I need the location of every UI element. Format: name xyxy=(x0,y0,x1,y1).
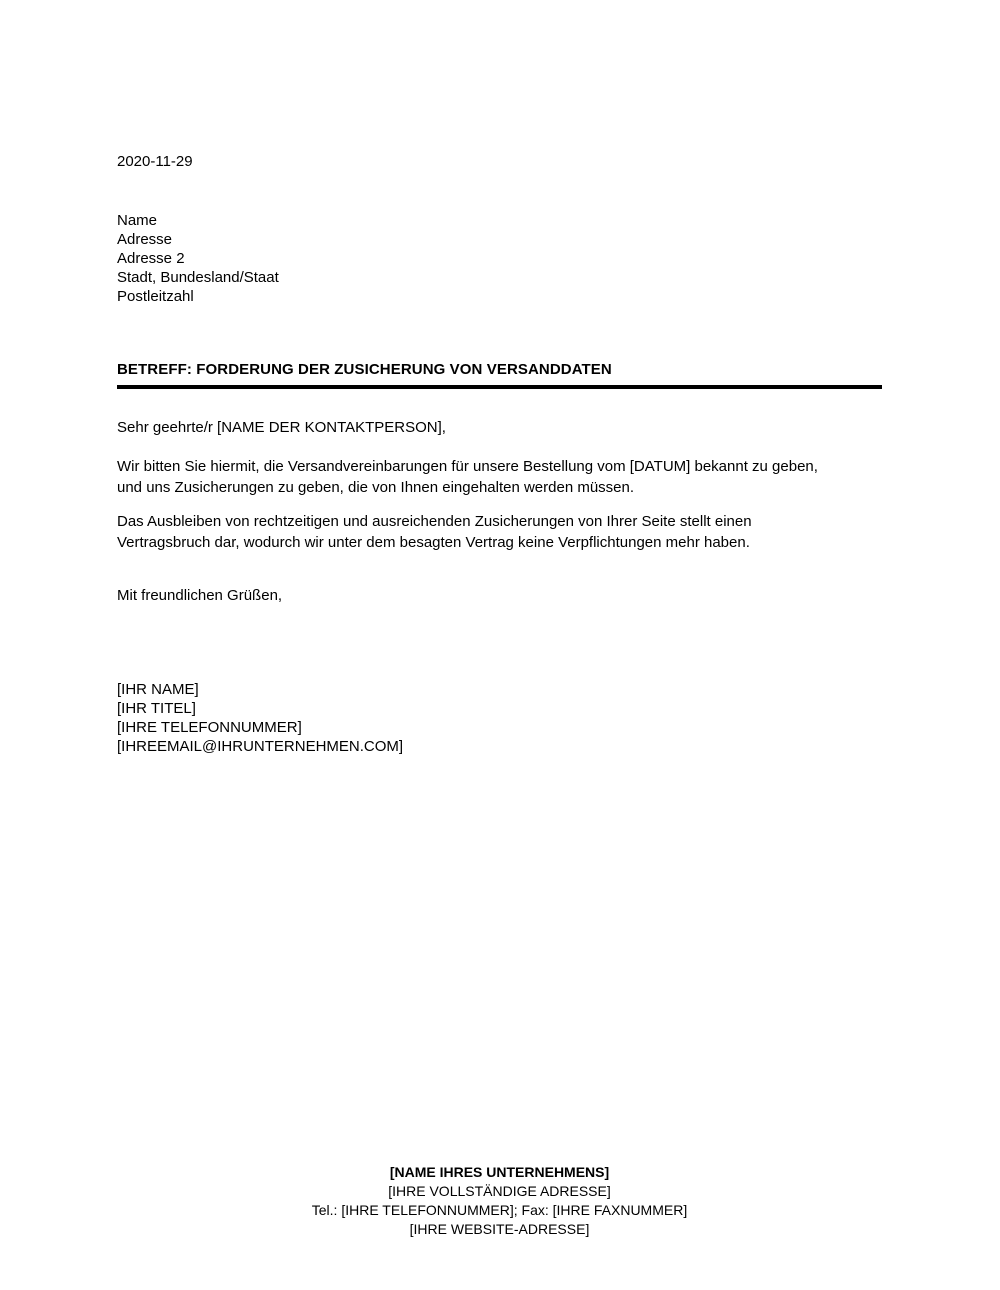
closing-line: Mit freundlichen Grüßen, xyxy=(117,587,283,604)
footer-company-name: [NAME IHRES UNTERNEHMENS] xyxy=(389,1164,610,1180)
signature-title: [IHR TITEL] xyxy=(117,700,196,717)
subject-block xyxy=(117,360,882,389)
recipient-line-postal-code: Postleitzahl xyxy=(117,288,194,305)
page-footer xyxy=(117,1163,882,1239)
salutation-line: Sehr geehrte/r [NAME DER KONTAKTPERSON], xyxy=(117,419,446,436)
recipient-line-city-state: Stadt, Bundesland/Staat xyxy=(117,269,279,286)
signature-block xyxy=(117,680,403,756)
recipient-line-address1: Adresse xyxy=(117,231,173,248)
signature-name: [IHR NAME] xyxy=(117,681,199,698)
signature-email: [IHREEMAIL@IHRUNTERNEHMEN.COM] xyxy=(117,738,404,755)
body-paragraph-2: Das Ausbleiben von rechtzeitigen und ausreichenden Zusicherungen von Ihrer Seite stellt einen Vertragsbruch dar, wodurch wir unter dem besagten Vertrag keine Verpflichtungen mehr haben. xyxy=(117,513,752,551)
footer-contact: Tel.: [IHRE TELEFONNUMMER]; Fax: [IHRE FAXNUMMER] xyxy=(311,1202,688,1218)
subject-heading: BETREFF: FORDERUNG DER ZUSICHERUNG VON VERSANDDATEN xyxy=(117,361,612,378)
subject-divider-rule xyxy=(117,385,882,389)
recipient-address-block xyxy=(117,211,279,306)
body-paragraph-1: Wir bitten Sie hiermit, die Versandvereinbarungen für unsere Bestellung vom [DATUM] bekannt zu geben, und uns Zusicherungen zu geben, die von Ihnen eingehalten werden müssen. xyxy=(117,458,818,496)
signature-phone: [IHRE TELEFONNUMMER] xyxy=(117,719,302,736)
recipient-line-address2: Adresse 2 xyxy=(117,250,185,267)
footer-website: [IHRE WEBSITE-ADRESSE] xyxy=(409,1221,590,1237)
letter-date: 2020-11-29 xyxy=(117,153,193,170)
footer-address: [IHRE VOLLSTÄNDIGE ADRESSE] xyxy=(388,1183,611,1199)
recipient-line-name: Name xyxy=(117,212,158,229)
